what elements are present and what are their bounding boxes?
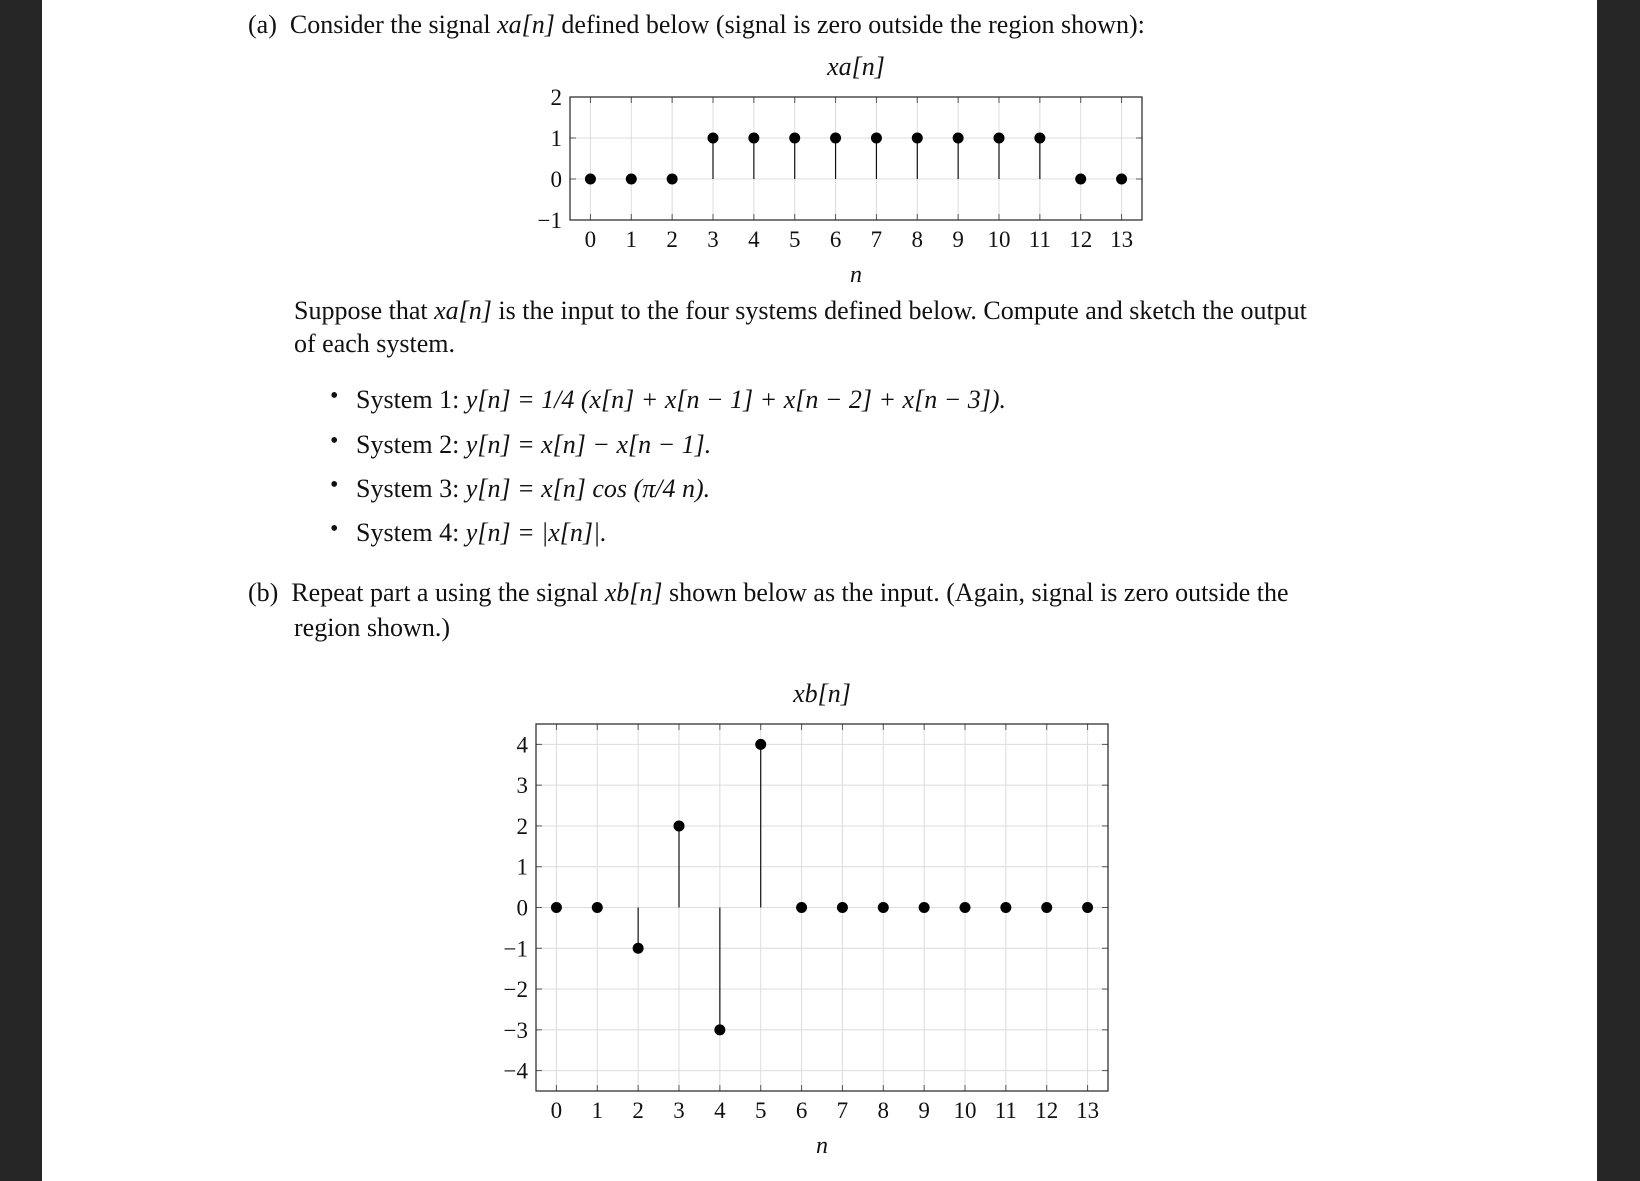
chart-xa <box>520 44 1160 290</box>
x-axis-label: n <box>850 262 862 288</box>
system-3-label: System 3: <box>356 474 460 503</box>
x-tick-label: 3 <box>707 227 719 252</box>
part-a-signal-symbol: xa[n] <box>497 10 555 39</box>
y-tick-label: −2 <box>503 977 528 1003</box>
stem-marker <box>912 133 923 144</box>
x-tick-label: 5 <box>754 1098 767 1123</box>
x-tick-label: 5 <box>788 227 801 252</box>
y-tick-label: 0 <box>516 895 528 921</box>
y-tick-label: −1 <box>537 208 562 233</box>
stem-marker <box>960 902 971 913</box>
stem-marker <box>633 943 644 954</box>
x-tick-label: 8 <box>911 227 924 252</box>
system-1-label: System 1: <box>356 385 460 414</box>
y-tick-label: 4 <box>516 732 528 758</box>
bullet-icon: • <box>330 472 339 498</box>
x-tick-label: 1 <box>625 227 638 252</box>
chart-title: xa[n] <box>827 52 885 81</box>
part-a-label: (a) <box>248 10 277 39</box>
x-tick-label: 10 <box>987 227 1011 252</box>
x-tick-label: 6 <box>829 227 842 252</box>
y-tick-label: 2 <box>516 813 528 839</box>
x-tick-label: 9 <box>952 227 964 252</box>
stem-marker <box>1075 174 1086 185</box>
x-tick-label: 6 <box>795 1098 808 1123</box>
chart-xb <box>480 670 1120 1160</box>
bullet-icon: • <box>330 428 339 454</box>
x-tick-label: 7 <box>836 1098 849 1123</box>
stem-marker <box>748 133 759 144</box>
x-tick-label: 12 <box>1069 227 1093 252</box>
stem-marker <box>878 902 889 913</box>
system-2-equation: y[n] = x[n] − x[n − 1]. <box>465 430 712 459</box>
stem-marker <box>1000 902 1011 913</box>
y-tick-label: 3 <box>516 773 528 799</box>
stem-marker <box>919 902 930 913</box>
x-tick-label: 13 <box>1076 1098 1100 1123</box>
stem-marker <box>592 902 603 913</box>
system-1-equation: y[n] = 1/4 (x[n] + x[n − 1] + x[n − 2] + x[n − 3]). <box>465 385 1007 414</box>
x-tick-label: 8 <box>877 1098 890 1123</box>
stem-marker <box>1034 133 1045 144</box>
y-tick-label: −1 <box>503 936 528 962</box>
right-dark-margin <box>1597 0 1640 1181</box>
system-4-label: System 4: <box>356 518 460 547</box>
system-3 <box>356 472 710 506</box>
x-tick-label: 2 <box>666 227 678 252</box>
system-3-equation: y[n] = x[n] cos (π/4 n). <box>465 474 711 503</box>
stem-marker <box>755 739 766 750</box>
part-b-signal-symbol: xb[n] <box>604 578 663 607</box>
x-tick-label: 12 <box>1035 1098 1059 1123</box>
stem-marker <box>1116 174 1127 185</box>
stem-marker <box>714 1024 725 1035</box>
x-tick-label: 0 <box>550 1098 563 1123</box>
x-tick-label: 3 <box>673 1098 685 1123</box>
suppose-line-1 <box>294 294 1307 328</box>
part-b-line-2: region shown.) <box>294 613 450 642</box>
stem-marker <box>1082 902 1093 913</box>
stem-marker <box>674 820 685 831</box>
system-4-equation: y[n] = |x[n]|. <box>465 518 607 547</box>
x-tick-label: 7 <box>870 227 883 252</box>
x-tick-label: 9 <box>918 1098 930 1123</box>
stem-marker <box>796 902 807 913</box>
bullet-icon: • <box>330 516 339 542</box>
stem-marker <box>585 174 596 185</box>
part-a-intro-suffix: defined below (signal is zero outside the region shown): <box>561 10 1145 39</box>
x-tick-label: 11 <box>1028 227 1051 252</box>
y-tick-label: −4 <box>503 1058 528 1084</box>
suppose-prefix: Suppose that <box>294 296 428 325</box>
system-4 <box>356 516 607 550</box>
x-tick-label: 2 <box>632 1098 644 1123</box>
stem-marker <box>871 133 882 144</box>
part-a-intro: Consider the signal <box>289 10 491 39</box>
part-b-suffix: shown below as the input. (Again, signal is zero outside the <box>668 578 1289 607</box>
part-b-label: (b) <box>248 578 279 607</box>
stem-marker <box>830 133 841 144</box>
stem-marker <box>667 174 678 185</box>
x-tick-label: 0 <box>584 227 597 252</box>
left-dark-margin <box>0 0 42 1181</box>
stem-marker <box>994 133 1005 144</box>
stem-marker <box>789 133 800 144</box>
plot-frame <box>570 97 1142 220</box>
suppose-signal-symbol: xa[n] <box>434 296 492 325</box>
x-tick-label: 4 <box>714 1098 726 1123</box>
system-1 <box>356 383 1006 417</box>
bullet-icon: • <box>330 383 339 409</box>
y-tick-label: 0 <box>550 167 562 192</box>
x-tick-label: 13 <box>1110 227 1134 252</box>
y-tick-label: 1 <box>516 854 528 880</box>
stem-marker <box>626 174 637 185</box>
chart-title: xb[n] <box>793 679 851 708</box>
suppose-suffix: is the input to the four systems defined below. Compute and sketch the output <box>498 296 1307 325</box>
stem-marker <box>1041 902 1052 913</box>
system-2-label: System 2: <box>356 430 460 459</box>
part-a-heading <box>248 8 1145 42</box>
stem-marker <box>953 133 964 144</box>
stem-marker <box>551 902 562 913</box>
x-tick-label: 4 <box>748 227 760 252</box>
y-tick-label: 2 <box>550 85 562 110</box>
part-b-line-1 <box>248 576 1289 610</box>
x-axis-label: n <box>816 1133 828 1159</box>
y-tick-label: −3 <box>503 1017 528 1043</box>
y-tick-label: 1 <box>550 126 562 151</box>
suppose-line-2: of each system. <box>294 329 456 358</box>
stem-marker <box>837 902 848 913</box>
x-tick-label: 10 <box>953 1098 977 1123</box>
system-2 <box>356 428 711 462</box>
x-tick-label: 11 <box>994 1098 1017 1123</box>
part-b-prefix: Repeat part a using the signal <box>291 578 599 607</box>
x-tick-label: 1 <box>591 1098 604 1123</box>
stem-marker <box>708 133 719 144</box>
